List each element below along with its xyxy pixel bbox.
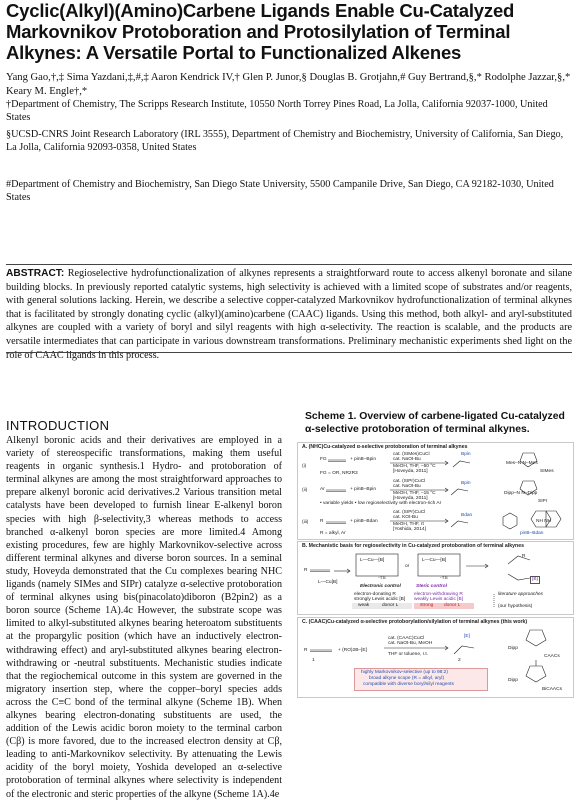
scheme-figure	[297, 442, 572, 696]
abstract-label: ABSTRACT:	[6, 268, 65, 279]
col2-line2: weakly Lewis acidic [B]	[414, 597, 464, 602]
row-i-cond1: cat. (SIMes)CuCl	[393, 452, 430, 457]
panel-b-label: B. Mechanistic basis for regioselectivity in Cu-catalyzed protoboration of terminal alkynes	[302, 543, 524, 549]
ts-steric-bracket	[418, 554, 460, 576]
c-number-1: 1	[312, 658, 315, 663]
row-i-product-skeleton	[453, 461, 470, 467]
affiliation-3: #Department of Chemistry and Biochemistry, San Diego State University, 5500 Campanile Drive, San Diego, CA 92182-1030, United States	[6, 179, 554, 203]
c-product-skeleton	[454, 646, 474, 654]
row-i-number: (i)	[302, 464, 307, 469]
affiliation-2: §UCSD-CNRS Joint Research Laboratory (IRL 3555), Department of Chemistry and Biochemistry, University of California, San Diego, La Jolla, California 92093-0358, United States	[6, 129, 564, 153]
product-upper-skeleton	[508, 556, 530, 564]
row-iii-reactant: R	[320, 519, 324, 524]
row-iii-note: R = alkyl, Ar	[320, 531, 346, 536]
row-i-ligand: SIMes	[540, 469, 554, 474]
product-r: R	[522, 554, 526, 559]
donor-label-left: donor L	[382, 603, 399, 608]
caac-ring	[526, 630, 546, 646]
row-ii-product: Bpin	[461, 481, 471, 486]
ts-steric-label: -TS	[440, 576, 448, 581]
row-iii-ligand: pinB–Bdan	[520, 531, 544, 536]
bdan-pin-ring	[503, 513, 517, 529]
col3-line2: (our hypothesis)	[498, 604, 533, 609]
panel-a-label: A. (NHC)Cu-catalyzed α-selective protoboration of terminal alkynes	[302, 444, 468, 450]
panel-b-drawing	[298, 542, 573, 614]
paper-title: Cyclic(Alkyl)(Amino)Carbene Ligands Enable Cu-Catalyzed Markovnikov Protoboration and Protosilylation of Terminal Alkynes: A Versatile Portal to Functionalized Alkenes	[6, 0, 515, 63]
c-box-line1: highly Markovnikov-selective (up to 98:2)	[361, 670, 448, 675]
row-ii-ligand: SIPr	[538, 499, 548, 504]
introduction-text: Alkenyl boronic acids and their derivatives are employed in a variety of stereospecific transformations, making them useful reagents in organic synthesis.1 Hydro- and protoboration of terminal alkynes are among the most straightforward approaches to prepare alkenyl boronic acid derivatives.2 Various transition metal catalysts have been developed to furnish linear E-alkenyl boron species with high β-selectivity,3 whereas methods to access branched α-alkenyl boron species are more limited.4 Among existing procedures, few are highly Markovnikov-selective across different terminal alkynes and diverse boron sources. In a seminal study, Hoveyda demonstrated that the Cu complexes bearing NHC ligands (namely SIMes and SIPr) catalyze α-selective protoboration of terminal alkynes using bis(pinacolato)diboron (B2pin2) as a boron source (Scheme 1A).4c However, the substrate scope was limited to alkyl-substituted alkynes bearing heteroatom substituents at the propargylic position (which have an inductively electron-withdrawing effect) and aryl-substituted alkynes bearing electron-withdrawing or -neutral substituents. Mechanistic studies indicate that the regiochemical outcome in this system are governed in the migratory insertion step, where the copper–boryl species adds across the C≡C bond of the terminal alkyne (Scheme 1B). When alkynes bearing electron-donating substituents are used, the addition of the Lewis acidic boron moiety to the terminal carbon (Cβ) is more favored, due to the increased electron density at Cβ, leading to anti-Markovnikov selectivity. By attenuating the Lewis acidity of the boryl moiety, Yoshida developed an α-selective protoboration of terminal alkynes where selectivity is independent of the electronic and steric properties of the alkyne (Scheme 1A).4e	[6, 435, 282, 800]
electronic-control: Electronic control	[360, 584, 401, 589]
bicaac-ring	[526, 666, 546, 682]
abstract-bottom-rule	[6, 352, 572, 353]
scheme-panel-a	[297, 442, 574, 540]
panel-c-drawing	[298, 618, 573, 697]
panel-b-reactant: R	[304, 568, 308, 573]
introduction-heading: INTRODUCTION	[6, 418, 110, 433]
panel-b-catalyst: L—Cu[B]	[318, 580, 338, 585]
c-ligand-caacs: CAACs	[544, 654, 560, 659]
ts-electronic: L—Cu—[B]	[360, 558, 385, 563]
abstract-text: Regioselective hydrofunctionalization of alkynes represents a straightforward route to access alkenyl boronate and silane building blocks. In previously reported catalytic systems, high selectivity is achieved with a limited scope of substrates and/or reagents, with general solutions lacking. Herein, we describe a selective copper-catalyzed Markovnikov hydrofunctionalization of terminal alkynes that is facilitated by strongly donating cyclic (alkyl)(amino)carbene (CAAC) ligands. Using this method, both alkyl- and aryl-substituted alkynes are coupled with a variety of boryl and silyl reagents with high α-selectivity. The reaction is scalable, and the products are versatile intermediates that can participate in various downstream transformations. Preliminary mechanistic experiments shed light on the role of CAAC ligands in this process.	[6, 268, 573, 361]
c-cond2: cat. NaOt-Bu, MeOH	[388, 641, 433, 646]
row-i-reagent: + pinB–Bpin	[350, 457, 377, 462]
sipr-ring	[520, 481, 537, 495]
author-list: Yang Gao,†,‡ Sima Yazdani,‡,#,‡ Aaron Kendrick IV,† Glen P. Junor,§ Douglas B. Grotjahn,# Guy Bertrand,§,* Rodolphe Jazzar,§,* Keary M. Engle†,*	[6, 72, 571, 97]
row-i-ligand-subs: Mes–N N–Mes	[506, 461, 538, 466]
row-ii-note: • variable yields • low regioselectivity with electron-rich Ar	[320, 501, 442, 506]
row-i-ref: [Hoveyda, 2011]	[393, 469, 428, 474]
row-iii-cond2: cat. KOt-Bu	[393, 515, 418, 520]
row-i-note: FG = OR, NR2R3	[320, 471, 358, 476]
row-ii-product-skeleton	[451, 489, 468, 495]
c-cond3: THF or toluene, r.t.	[388, 652, 428, 657]
row-i-cond3: MeOH, THF, –50 °C	[393, 464, 436, 469]
col1-line2: strongly Lewis acidic [B]	[354, 597, 406, 602]
scheme-title: Scheme 1. Overview of carbene-ligated Cu-catalyzed α-selective protoboration of terminal alkynes.	[305, 411, 565, 435]
row-ii-reactant: Ar	[320, 487, 325, 492]
col3-line1: literature approaches	[498, 592, 544, 597]
row-ii-reagent: + pinB–Bpin	[350, 487, 377, 492]
row-i-product: Bpin	[461, 452, 471, 457]
donor-label-right: donor L	[444, 603, 461, 608]
row-iii-cond1: cat. (SIPr)CuCl	[393, 510, 426, 515]
row-ii-ref: [Hoveyda, 2011]	[393, 496, 428, 501]
row-iii-cond3: MeOH, THF, rt	[393, 522, 424, 527]
c-reactant: R	[304, 648, 308, 653]
col1-line1: electron-donating R	[354, 592, 396, 597]
c-dipp-top: Dipp	[508, 646, 518, 651]
steric-control: Steric control	[416, 584, 447, 589]
row-iii-reagent: + pinB–Bdan	[350, 519, 378, 524]
product-lower-skeleton	[508, 574, 530, 580]
scheme-panel-b	[297, 541, 574, 615]
c-ligand-bicaacs: BiCAACs	[542, 687, 562, 692]
c-dipp-bottom: Dipp	[508, 678, 518, 683]
col2-line1: electron-withdrawing R	[414, 592, 463, 597]
c-product: [E]	[464, 634, 470, 639]
weak-label: weak	[358, 603, 370, 608]
panel-c-label: C. (CAAC)Cu-catalyzed α-selective protoborylation/silylation of terminal alkynes (this work)	[302, 619, 528, 625]
ts-electronic-bracket	[356, 554, 398, 576]
ts-or: or	[405, 564, 410, 569]
affiliation-1: †Department of Chemistry, The Scripps Research Institute, 10550 North Torrey Pines Road, La Jolla, California 92037-1000, United States	[6, 99, 548, 123]
row-iii-product: Bdan	[461, 513, 473, 518]
c-reagent: + (RO)2B–[E]	[338, 648, 367, 653]
bdan-naph-ring-1	[531, 511, 551, 527]
scheme-panel-c	[297, 617, 574, 698]
c-number-2: 2	[458, 658, 461, 663]
row-iii-number: (iii)	[302, 520, 309, 525]
row-ii-ligand-subs: Dipp–N N–Dipp	[504, 491, 538, 496]
row-i-reactant: FG	[320, 457, 327, 462]
ts-steric: L—Cu—[B]	[422, 558, 447, 563]
row-iii-ref: [Yoshida, 2014]	[393, 527, 426, 532]
c-cond1: cat. (CAAC)CuCl	[388, 636, 425, 641]
ts-electronic-label: -TS	[378, 576, 386, 581]
row-iii-ligand-subs: NH NH	[536, 519, 552, 524]
row-ii-cond2: cat. NaOt-Bu	[393, 484, 421, 489]
row-iii-product-skeleton	[451, 521, 468, 527]
row-i-cond2: cat. NaOt-Bu	[393, 457, 421, 462]
abstract	[6, 267, 572, 362]
row-ii-cond1: cat. (SIPr)CuCl	[393, 479, 426, 484]
bdan-naph-ring-2	[546, 511, 561, 527]
c-box-line2: broad alkyne scope (R = alkyl, aryl)	[369, 676, 445, 681]
abstract-top-rule	[6, 264, 572, 265]
row-ii-number: (ii)	[302, 488, 308, 493]
strong-label: strong	[420, 603, 434, 608]
panel-a-drawing	[298, 443, 573, 539]
c-box-line3: compatible with diverse boryl/silyl reagents	[363, 682, 454, 687]
product-b: [B]	[532, 577, 538, 582]
row-ii-cond3: MeOH, THF, –15 °C	[393, 491, 436, 496]
simes-ring	[520, 453, 537, 467]
